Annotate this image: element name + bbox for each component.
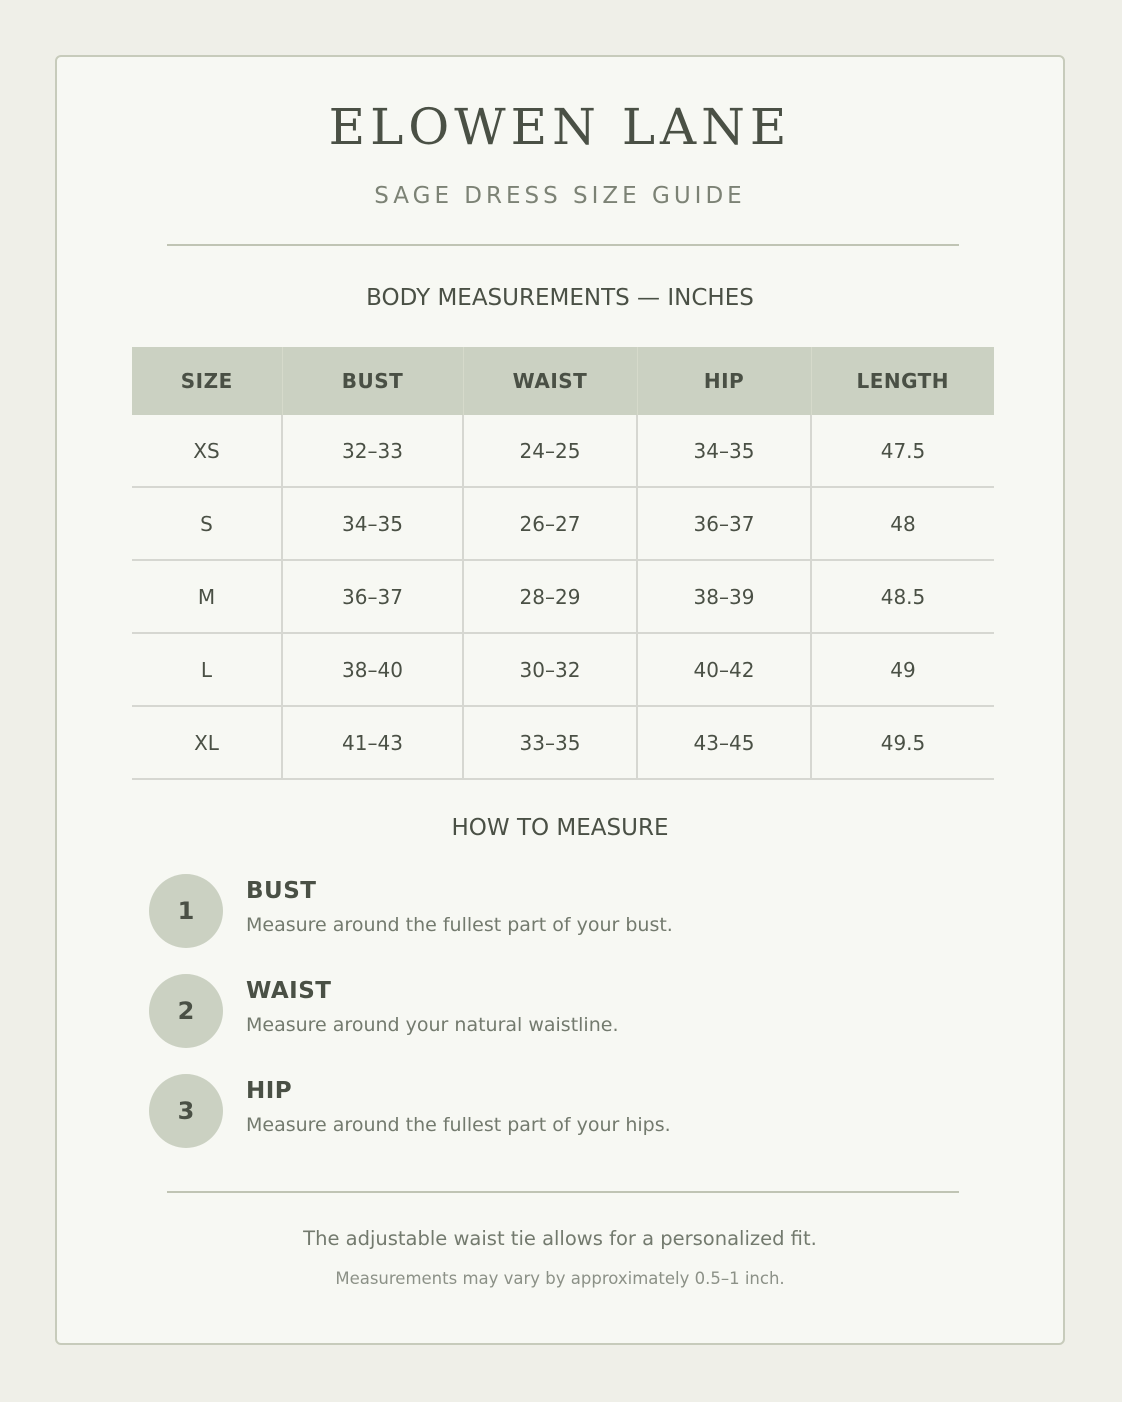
cell-waist: 24–25 [463,415,637,487]
fit-note: The adjustable waist tie allows for a personalized fit. [303,1227,817,1250]
cell-bust: 34–35 [282,487,463,560]
cell-waist: 30–32 [463,633,637,706]
cell-size: M [132,560,282,633]
size-table [132,347,994,780]
header-waist: WAIST [463,347,637,415]
how-to-measure-title: HOW TO MEASURE [451,815,669,841]
measurement-disclaimer: Measurements may vary by approximately 0.5–1 inch. [335,1269,785,1288]
cell-waist: 28–29 [463,560,637,633]
cell-hip: 40–42 [637,633,811,706]
step-title: WAIST [246,978,332,1004]
size-guide-card [55,55,1065,1345]
cell-length: 48.5 [811,560,994,633]
measure-steps [149,874,969,1174]
header-length: LENGTH [811,347,994,415]
step-number-badge: 3 [149,1074,223,1148]
header-hip: HIP [637,347,811,415]
step-number-badge: 2 [149,974,223,1048]
cell-hip: 36–37 [637,487,811,560]
cell-hip: 34–35 [637,415,811,487]
table-row [132,487,994,560]
cell-bust: 32–33 [282,415,463,487]
cell-size: S [132,487,282,560]
cell-length: 47.5 [811,415,994,487]
footer-divider [167,1191,959,1193]
cell-hip: 43–45 [637,706,811,779]
cell-hip: 38–39 [637,560,811,633]
measurements-title: BODY MEASUREMENTS — INCHES [366,285,754,311]
step-title: BUST [246,878,317,904]
cell-waist: 33–35 [463,706,637,779]
header-size: SIZE [132,347,282,415]
cell-size: XS [132,415,282,487]
cell-length: 49 [811,633,994,706]
brand-name: ELOWEN LANE [328,98,792,156]
step-number-badge: 1 [149,874,223,948]
cell-size: XL [132,706,282,779]
cell-bust: 38–40 [282,633,463,706]
table-row [132,633,994,706]
cell-waist: 26–27 [463,487,637,560]
header-divider [167,244,959,246]
step-description: Measure around the fullest part of your hips. [246,1114,671,1136]
cell-size: L [132,633,282,706]
cell-length: 48 [811,487,994,560]
step-title: HIP [246,1078,293,1104]
table-header-row [132,347,994,415]
table-row [132,415,994,487]
cell-bust: 41–43 [282,706,463,779]
step-description: Measure around your natural waistline. [246,1014,619,1036]
step-hip [149,1074,969,1174]
cell-length: 49.5 [811,706,994,779]
guide-subtitle: SAGE DRESS SIZE GUIDE [374,183,746,209]
cell-bust: 36–37 [282,560,463,633]
header-bust: BUST [282,347,463,415]
step-description: Measure around the fullest part of your bust. [246,914,673,936]
table-row [132,706,994,779]
step-waist [149,974,969,1074]
step-bust [149,874,969,974]
table-row [132,560,994,633]
